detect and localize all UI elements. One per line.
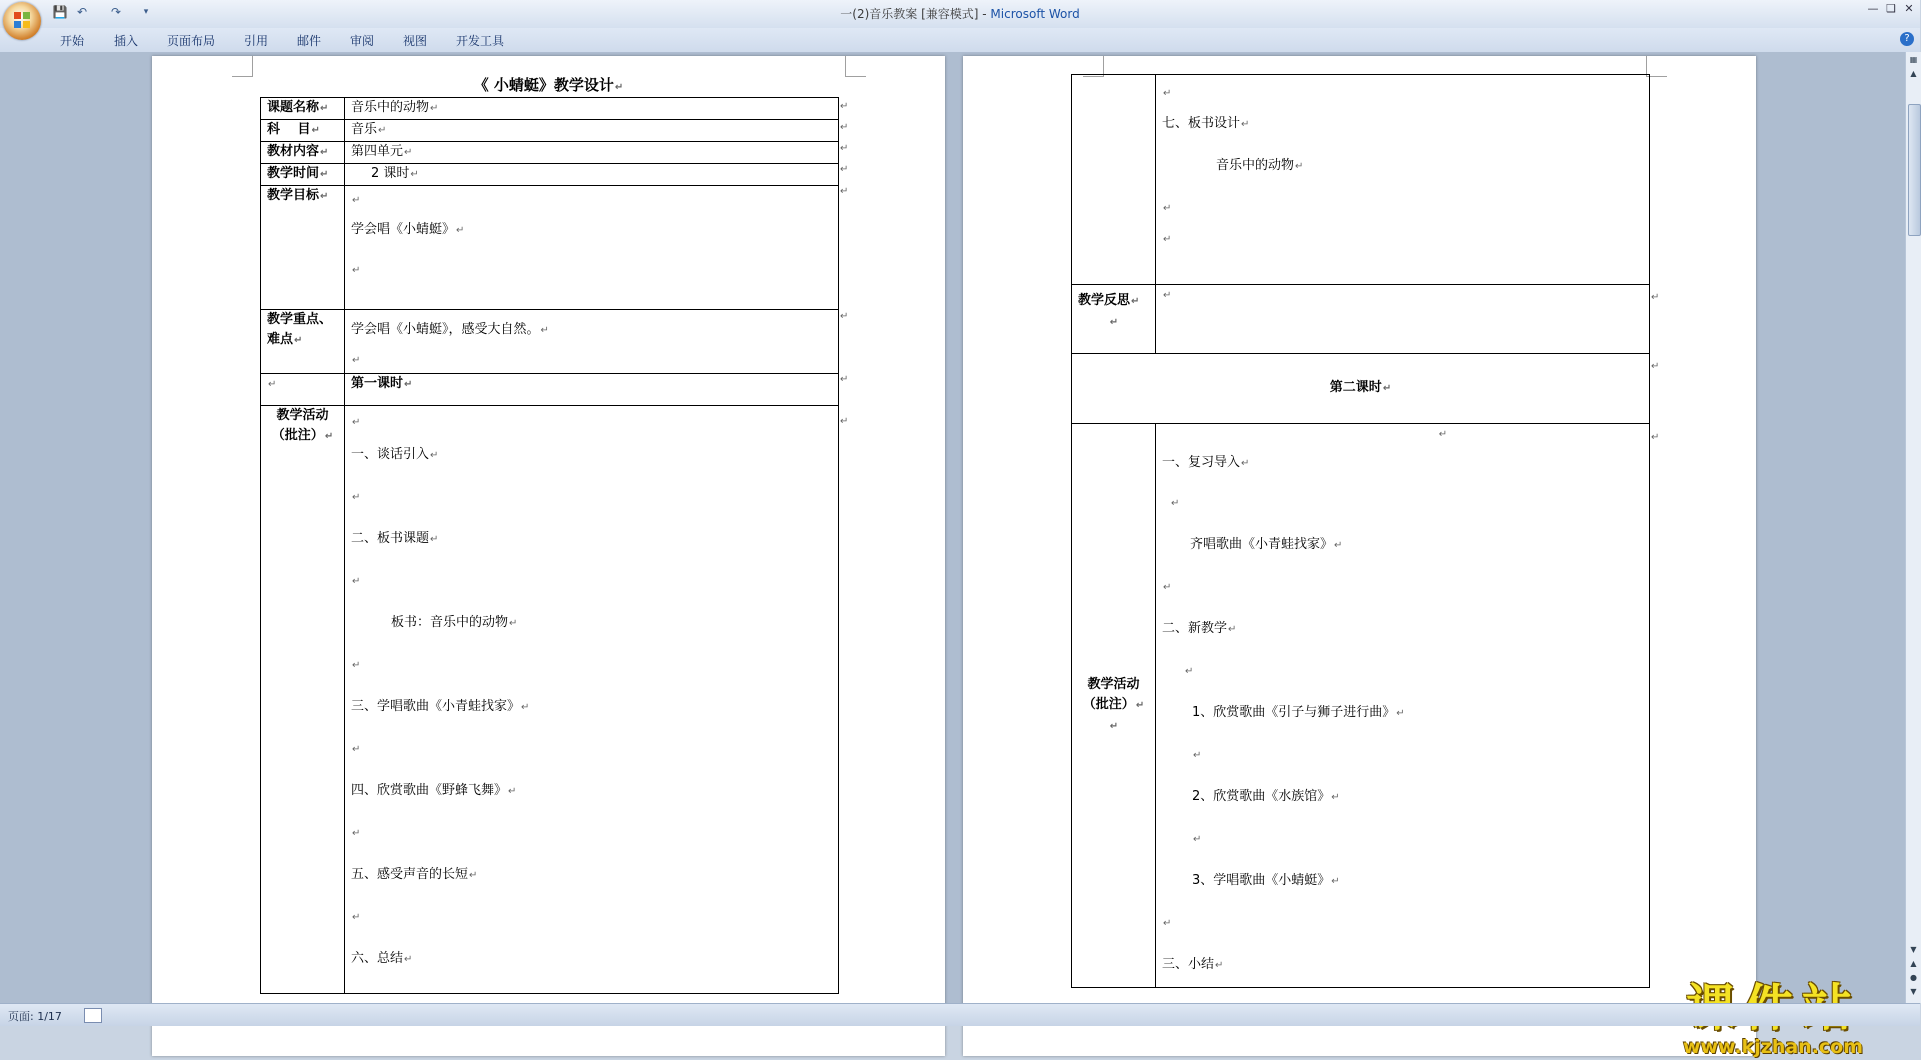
quick-access-dropdown[interactable]: ▾ (143, 7, 149, 17)
list-item: 3、学唱歌曲《小蜻蜓》↵ (1192, 873, 1340, 888)
table-row (261, 310, 839, 374)
tab-page-layout[interactable]: 页面布局 (167, 34, 216, 48)
table-row (261, 120, 839, 142)
reflection-content[interactable]: ↵ (1156, 285, 1650, 354)
lesson-2-header: 第二课时↵ (1072, 354, 1650, 424)
board-design-title: 七、板书设计↵ (1162, 116, 1250, 131)
tab-insert[interactable]: 插入 (114, 34, 139, 48)
watermark-url: www.kjzhan.com (1682, 1036, 1864, 1058)
material-value[interactable]: 第四单元↵ (345, 142, 839, 164)
empty-cell (1072, 75, 1156, 285)
activity-label-2: 教学活动（批注）↵ ↵ (1072, 424, 1156, 988)
list-item: 六、总结↵ (351, 951, 413, 966)
course-name-label: 课题名称↵ (261, 98, 345, 120)
window-title (0, 5, 1920, 22)
keypoint-value[interactable]: 学会唱《小蜻蜓》，感受大自然。↵ ↵ (345, 310, 839, 374)
activity-content-2[interactable]: ↵ 一、复习导入↵ ↵ 齐唱歌曲《小青蛙找家》↵ ↵ 二、新教学↵ ↵ 1、欣赏歌曲《引子与狮子进行曲》↵ ↵ 2、欣赏歌曲《水族馆》↵ ↵ 3、学唱歌曲《小蜻蜓》↵ ↵ 三、小结↵ (1156, 424, 1650, 988)
list-item: 二、板书课题↵ (351, 531, 439, 546)
list-item: 二、新教学↵ (1162, 621, 1237, 636)
redo-icon[interactable]: ↷ (110, 5, 122, 19)
save-icon[interactable]: 💾 (52, 5, 68, 19)
table-row (261, 186, 839, 310)
subject-label: 科 目↵ (261, 120, 345, 142)
reflection-label: 教学反思↵ ↵ (1072, 285, 1156, 354)
minimize-icon[interactable]: — (1867, 2, 1879, 15)
scroll-up-icon[interactable]: ▲ (1910, 69, 1917, 78)
page-2: ↵ 七、板书设计↵ 音乐中的动物↵ ↵ ↵ 教学反思↵ ↵ ↵ 第二课时↵ 教学活动（批注）↵ ↵ ↵ 一、复习导入↵ ↵ 齐唱歌曲《小青蛙找家》↵ ↵ 二、新教学↵ ↵ 1、欣赏歌曲《引子与狮子进行曲》↵ ↵ 2、欣赏歌曲《水族馆》↵ ↵ 3、学唱歌曲《小蜻蜓》↵ ↵ 三、小结↵ ↵ ↵ ↵ (963, 56, 1756, 1056)
document-name: 一(2)音乐教案 [兼容模式] - (840, 7, 991, 21)
list-item: 一、谈话引入↵ (351, 447, 439, 462)
activity-content[interactable]: ↵ 一、谈话引入↵ ↵ 二、板书课题↵ ↵ 板书：音乐中的动物↵ ↵ 三、学唱歌曲《小青蛙找家》↵ ↵ 四、欣赏歌曲《野蜂飞舞》↵ ↵ 五、感受声音的长短↵ ↵ 六、总结↵ (345, 406, 839, 994)
scroll-down-icon[interactable]: ▼ (1910, 945, 1917, 954)
tab-mailings[interactable]: 邮件 (297, 34, 322, 48)
table-row (261, 406, 839, 994)
tab-references[interactable]: 引用 (244, 34, 269, 48)
list-item: 五、感受声音的长短↵ (351, 867, 478, 882)
table-row (261, 164, 839, 186)
office-button[interactable] (3, 2, 41, 40)
table-row (1072, 75, 1650, 285)
table-row (1072, 354, 1650, 424)
course-name-value[interactable]: 音乐中的动物↵ (345, 98, 839, 120)
ruler-toggle-icon[interactable]: ▦ (1909, 55, 1918, 64)
board-design-text: 音乐中的动物↵ (1216, 158, 1304, 173)
browse-object-icon[interactable]: ● (1910, 973, 1917, 982)
tab-developer[interactable]: 开发工具 (456, 34, 505, 48)
tab-review[interactable]: 审阅 (350, 34, 375, 48)
table-row (1072, 285, 1650, 354)
table-row (261, 142, 839, 164)
lesson-table-1 (260, 97, 839, 994)
list-item: 三、小结↵ (1162, 957, 1224, 972)
scroll-thumb[interactable] (1908, 104, 1921, 236)
time-value[interactable]: 2 课时↵ (345, 164, 839, 186)
ribbon-tabs (0, 28, 1920, 52)
list-item: 一、复习导入↵ (1162, 455, 1250, 470)
undo-icon[interactable]: ↶ (76, 5, 88, 19)
tab-view[interactable]: 视图 (403, 34, 428, 48)
goal-value[interactable]: ↵ 学会唱《小蜻蜓》↵ ↵ (345, 186, 839, 310)
activity-label: 教学活动（批注）↵ (261, 406, 345, 994)
table-row (261, 374, 839, 406)
tab-home[interactable]: 开始 (60, 34, 85, 48)
lesson-table-2 (1071, 74, 1650, 988)
document-title: 《 小蜻蜓》教学设计↵ (473, 76, 624, 94)
page-count[interactable]: 页面: 1/17 (8, 1010, 62, 1023)
app-name: Microsoft Word (990, 7, 1080, 21)
vertical-scrollbar[interactable] (1905, 52, 1921, 1003)
time-label: 教学时间↵ (261, 164, 345, 186)
list-item: 四、欣赏歌曲《野蜂飞舞》↵ (351, 783, 517, 798)
proofing-icon[interactable] (84, 1008, 102, 1023)
status-bar (0, 1003, 1920, 1026)
goal-label: 教学目标↵ (261, 186, 345, 310)
list-item: 1、欣赏歌曲《引子与狮子进行曲》↵ (1192, 705, 1405, 720)
subject-value[interactable]: 音乐↵ (345, 120, 839, 142)
next-page-icon[interactable]: ▼ (1910, 987, 1917, 996)
previous-page-icon[interactable]: ▲ (1910, 959, 1917, 968)
office-button-icon (13, 11, 31, 29)
list-item: 三、学唱歌曲《小青蛙找家》↵ (351, 699, 530, 714)
material-label: 教材内容↵ (261, 142, 345, 164)
lesson-1-header: 第一课时↵ (345, 374, 839, 406)
list-item: 2、欣赏歌曲《水族馆》↵ (1192, 789, 1340, 804)
restore-icon[interactable]: ❑ (1886, 2, 1896, 15)
table-row (261, 98, 839, 120)
help-icon[interactable]: ? (1900, 32, 1914, 46)
table-row (1072, 424, 1650, 988)
board-design-content[interactable]: ↵ 七、板书设计↵ 音乐中的动物↵ ↵ ↵ (1156, 75, 1650, 285)
empty-cell: ↵ (261, 374, 345, 406)
list-item: 板书：音乐中的动物↵ (391, 615, 518, 630)
close-icon[interactable]: ✕ (1904, 2, 1914, 15)
keypoint-label: 教学重点、难点↵ (261, 310, 345, 374)
list-item: 齐唱歌曲《小青蛙找家》↵ (1190, 537, 1343, 552)
document-title-text: 《 小蜻蜓》教学设计 (473, 76, 614, 94)
page-1: 《 小蜻蜓》教学设计↵ 课题名称↵ 音乐中的动物↵ 科 目↵ 音乐↵ 教材内容↵ 第四单元↵ 教学时间↵ 2 课时↵ 教学目标↵ ↵ 学会唱《小蜻蜓》↵ ↵ 教学重点、难点↵ 学会唱《小蜻蜓》，感受大自然。↵ ↵ ↵ 第一课时↵ 教学活动（批注）↵ ↵ 一、谈话引入↵ ↵ 二、板书课题↵ ↵ 板书：音乐中的动物↵ ↵ 三、学唱歌曲《小青蛙找家》↵ ↵ 四、欣赏歌曲《野蜂飞舞》↵ ↵ 五、感受声音的长短↵ ↵ 六、总结↵ ↵ ↵ ↵ ↵ ↵ ↵ ↵ ↵ (152, 56, 945, 1056)
